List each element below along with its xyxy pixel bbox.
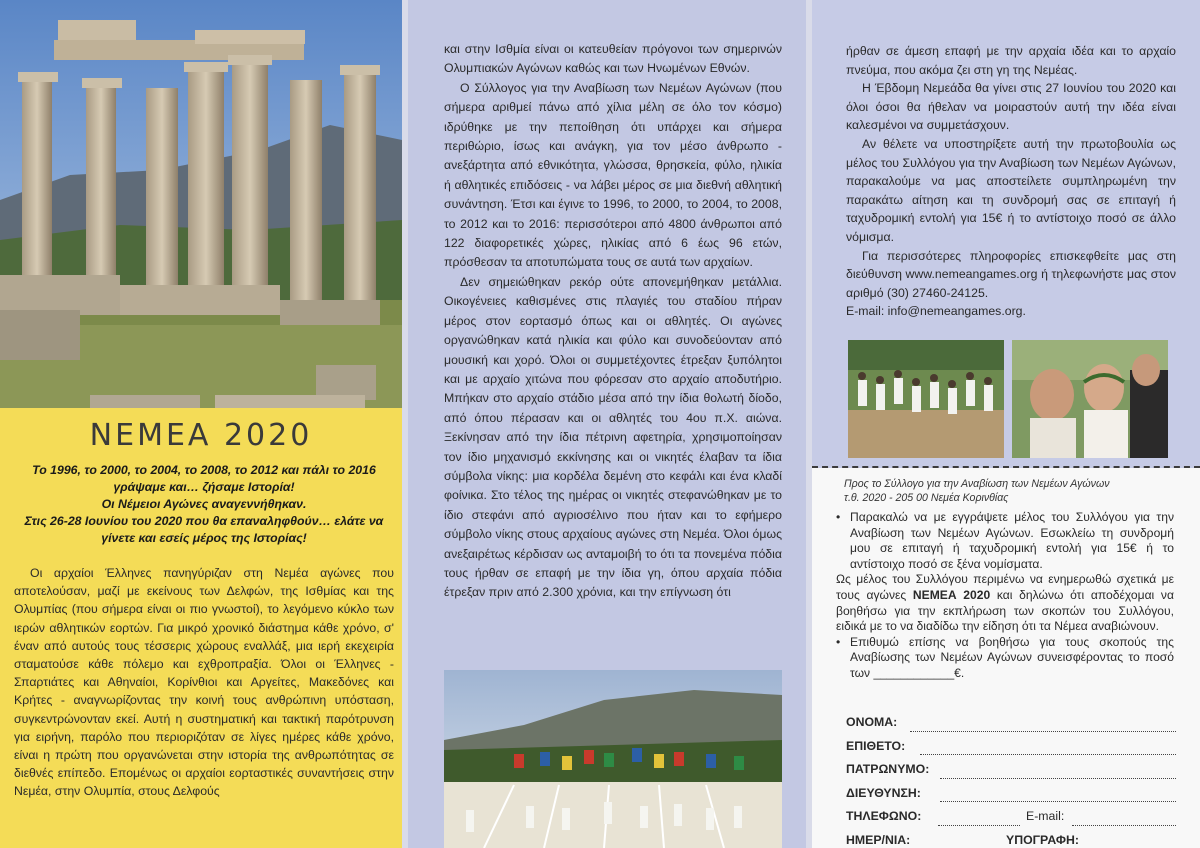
right-panel (812, 0, 1200, 848)
email-line: E-mail: info@nemeangames.org. (846, 304, 1026, 319)
email-line-input[interactable] (1072, 824, 1176, 826)
intro-line-1: Το 1996, το 2000, το 2004, το 2008, το 2012 και πάλι το 2016 γράψαμε και… ζήσαμε Ιστορία! (32, 463, 376, 494)
intro-line-2: Οι Νέμειοι Αγώνες αναγεννήθηκαν. (101, 497, 307, 511)
form-body (836, 510, 1174, 682)
runners-illustration (848, 340, 1004, 458)
date-signature-field[interactable] (846, 830, 1176, 848)
address-label: ΔΙΕΥΘΥΝΣΗ: (846, 785, 921, 800)
patronym-field[interactable] (846, 759, 1176, 783)
temple-of-zeus-photo (0, 0, 402, 412)
member-statement-highlight: ΝΕΜΕΑ 2020 (912, 587, 991, 602)
phone-line[interactable] (938, 824, 1020, 826)
name-label: ΟΝΟΜΑ: (846, 715, 898, 729)
crowning-illustration (1012, 340, 1168, 458)
title-nemea-2020: ΝΕΜΕΑ 2020 (89, 418, 313, 453)
right-paragraph-1: ήρθαν σε άμεση επαφή με την αρχαία ιδέα και το αρχαίο πνεύμα, που ακόμα ζει στη γη της Νεμέας. (846, 44, 1176, 77)
member-statement-start: Ως μέλος του Συλλόγου περιμένω να ενημερωθώ σχετικά με τους αγώνες (836, 572, 1174, 602)
signature-label: ΥΠΟΓΡΑΦΗ: (1006, 832, 1079, 847)
membership-request-bullet: • Παρακαλώ να με εγγράψετε μέλος του Συλλόγου για την Αναβίωση των Νεμέων Αγώνων. Εσωκλείω τη συνδρομή μου σε επιταγή ή ταχυδρομική εντολή για 15€ ή το αντίστοιχο ποσό σε ξένα νομίσματα. (836, 510, 1174, 572)
patronym-label: ΠΑΤΡΩΝΥΜΟ: (846, 762, 930, 776)
middle-panel (408, 0, 806, 848)
crowning-photo (1012, 340, 1168, 458)
right-paragraph-3: Αν θέλετε να υποστηρίξετε αυτή την πρωτοβουλία ως μέλος του Συλλόγου για την Αναβίωση των Νεμέων Αγώνων, παρακαλούμε να μας αποστείλετε συμπληρωμένη την παρακάτω αίτηση και τη συνδρομή σας σε επιταγή ή ταχυδρομική εντολή για 15€ ή το αντίστοιχο ποσό σε άλλο νόμισμα. (846, 136, 1176, 244)
member-statement (836, 572, 1174, 634)
address-line[interactable] (940, 800, 1176, 802)
middle-text-column (444, 40, 782, 603)
donation-bullet: • Επιθυμώ επίσης να βοηθήσω για τους σκοπούς της Αναβίωσης των Νεμέων Αγώνων συνεισφέροντας το ποσό των ____________€. (836, 635, 1174, 682)
runners-photo (848, 340, 1004, 458)
email-label: E-mail: (1026, 809, 1065, 823)
phone-label: ΤΗΛΕΦΩΝΟ: (846, 809, 922, 823)
right-paragraph-2: Η Έβδομη Νεμεάδα θα γίνει στις 27 Ιουνίου του 2020 και όλοι όσοι θα ήθελαν να μοιραστούν αυτή την ιδέα είναι καλεσμένοι να συμμετάσχουν. (846, 81, 1176, 133)
intro-line-3: Στις 26-28 Ιουνίου του 2020 που θα επαναληφθούν… ελάτε να γίνετε και εσείς μέρος της Ιστορίας! (24, 514, 384, 545)
form-fields (846, 712, 1176, 848)
panel1-body (14, 564, 394, 801)
address-line: τ.θ. 2020 - 205 00 Νεμέα Κορινθίας (844, 491, 1009, 504)
phone-email-field[interactable] (846, 806, 1176, 830)
middle-paragraph-3: Δεν σημειώθηκαν ρεκόρ ούτε απονεμήθηκαν μετάλλια. Οικογένειες καθισμένες στις πλαγιές του σταδίου πήραν μέρος στον εορτασμό όπως και οι αθλητές. Οι αγώνες οργανώθηκαν κατά ηλικία και φύλο και συνοδεύονταν από μουσική και χορό. Όλοι οι συμμετέχοντες έτρεξαν ξυπόλητοι και με αρχαίο χιτώνα που φόρεσαν στο αρχαίο αποδυτήριο. Μπήκαν στο αρχαίο στάδιο μέσα από την ίδια θολωτή δίοδο, από όπου πέρασαν και οι αθλητές του 4ου π.Χ. αιώνα. Ξεκίνησαν από την ίδια πέτρινη αφετηρία, χρησιμοποίησαν τον ίδιο μηχανισμό εκκίνησης και οι νικητές έλαβαν τα ίδια σύμβολα νίκης: μια κορδέλα δεμένη στο κεφάλι και ένα κλαδί φοίνικα. Στο τέλος της ημέρας οι νικητές στεφανώθηκαν με το ίδιο στεφάνι από αγριοσέλινο που ήταν και το εφήμερο σύμβολο νίκης στους αρχαίους αγώνες στη Νεμέα. Όλοι όμως ανεξαιρέτως κέρδισαν ως ανταμοιβή το ότι τα πονεμένα πόδια τους ήρθαν σε επαφή με την ίδια γη, όπου αρχαία πόδια έτρεξαν πριν από 2.300 χρόνια, και την επίγνωση ότι (444, 274, 782, 600)
name-field[interactable] (846, 712, 1176, 736)
middle-paragraph-1: και στην Ισθμία είναι οι κατευθείαν πρόγονοι των σημερινών Ολυμπιακών Αγώνων καθώς και των Ηνωμένων Εθνών. (444, 42, 782, 76)
address-field[interactable] (846, 783, 1176, 807)
membership-form (812, 468, 1200, 848)
name-line[interactable] (910, 730, 1176, 732)
date-label: ΗΜΕΡ/ΝΙΑ: (846, 832, 911, 847)
right-text-column (846, 42, 1176, 321)
form-addressee (844, 478, 1164, 505)
panel1-paragraph: Οι αρχαίοι Έλληνες πανηγύριζαν στη Νεμέα αγώνες που αποτελούσαν, μαζί με εκείνους των Δελφών, της Ισθμίας και της Ολυμπίας (που σήμερα είναι οι πιο γνωστοί), το λεγόμενο κύκλο των ιερών αθλητικών εορτών. Για μικρό χρονικό διάστημα κάθε χρόνο, σ' έναν από αυτούς τους τέσσερις χώρους εναλλάξ, μια ιερή εκεχειρία σταματούσε κάθε πόλεμο και εχθροπραξία. Όλοι οι Έλληνες - Σπαρτιάτες και Αθηναίοι, Κορίνθιοι και Αργείτες, Μακεδόνες και Κρήτες - αναγνωρίζοντας την κοινή τους ανθρώπινη υπόσταση, συγκεντρώνονταν εκεί. Αυτή η συστηματική και τακτική παρότρυνση για ειρήνη, παρόλο που περιοριζόταν σε λίγες ημέρες κάθε χρόνο, είναι η πρώτη που οργανώνεται στην ιστορία της ανθρωπότητας σε διεθνές επίπεδο. Επομένως οι αρχαίοι εορταστικές συναντήσεις στην Νεμέα, στην Ολυμπία, στους Δελφούς (14, 566, 394, 799)
temple-illustration (0, 0, 402, 412)
middle-paragraph-2: Ο Σύλλογος για την Αναβίωση των Νεμέων Αγώνων (που σήμερα αριθμεί πάνω από χίλια μέλη σε όλο τον κόσμο) ιδρύθηκε με την πεποίθηση ότι υπάρχει και σήμερα περιθώριο, ίσως και ανάγκη, για τον μέσο άνθρωπο - ανεξάρτητα από εθνικότητα, γλώσσα, θρησκεία, φύλο, ηλικία ή αθλητικές επιδόσεις - να λάβει μέρος σε μια διεθνή αθλητική συνάντηση. Έτσι και έγινε το 1996, το 2000, το 2004, το 2008, το 2012 και το 2016: περισσότεροι από 4800 άνθρωποι από 122 διαφορετικές χώρες, ηλικίας από 6 έως 96 ετών, πρόσθεσαν τα αποτυπώματα τους σε αυτά των αρχαίων. (444, 80, 782, 270)
left-panel (0, 0, 402, 848)
addressee-line: Προς το Σύλλογο για την Αναβίωση των Νεμέων Αγώνων (844, 478, 1110, 490)
surname-line[interactable] (920, 753, 1176, 755)
intro-text (14, 462, 394, 547)
surname-label: ΕΠΙΘΕΤΟ: (846, 738, 906, 753)
right-paragraph-4: Για περισσότερες πληροφορίες επισκεφθείτε μας στη διεύθυνση www.nemeangames.org ή τηλεφωνήστε μας στον αριθμό (30) 27460-24125. (846, 248, 1176, 300)
stadium-illustration (444, 670, 782, 848)
patronym-line[interactable] (940, 777, 1176, 779)
stadium-race-photo (444, 670, 782, 848)
surname-field[interactable] (846, 736, 1176, 760)
member-statement-end: και δηλώνω ότι αποδέχομαι να βοηθήσω για την εκπλήρωση των σκοπών του Συλλόγου, ειδικά με το να διαδίδω την είδηση ότι τα Νέμεα αναβιώνουν. (836, 587, 1174, 634)
